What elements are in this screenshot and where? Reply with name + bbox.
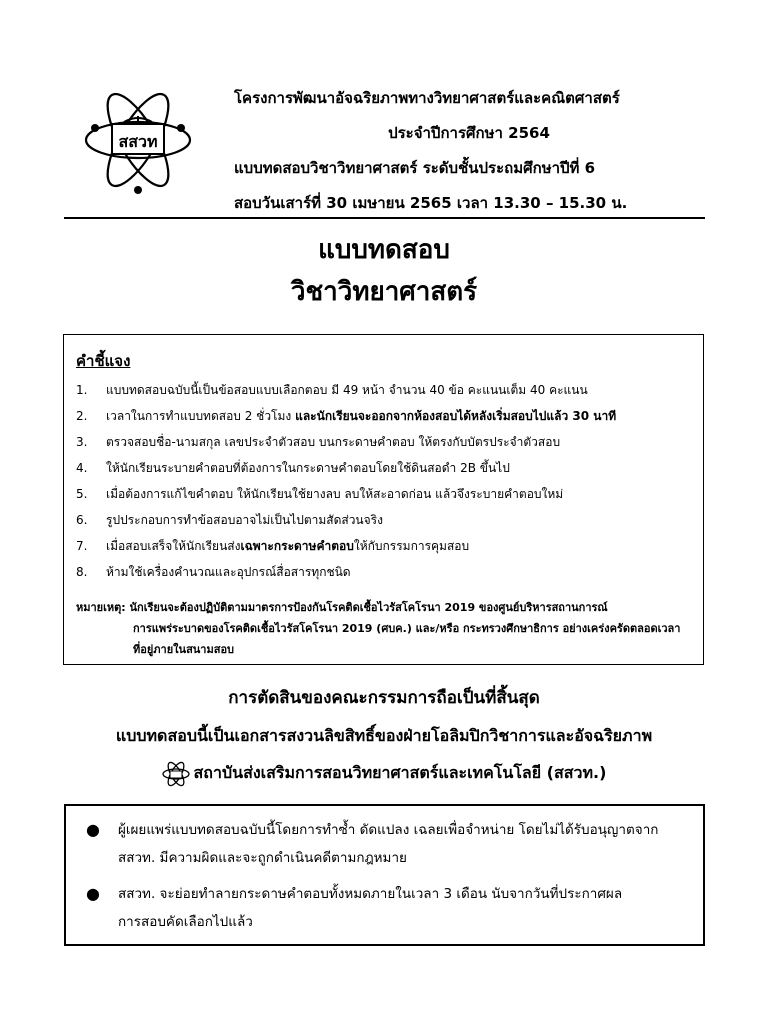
project-name: โครงการพัฒนาอัจฉริยภาพทางวิทยาศาสตร์และคณิตศาสตร์ xyxy=(234,89,620,107)
list-item: 8. ห้ามใช้เครื่องคำนวณและอุปกรณ์สื่อสารทุกชนิด xyxy=(76,565,351,579)
instructions-list xyxy=(76,377,698,585)
ipst-mini-logo-icon xyxy=(162,760,190,788)
list-item: 1. แบบทดสอบฉบับนี้เป็นข้อสอบแบบเลือกตอบ มี 49 หน้า จำนวน 40 ข้อ คะแนนเต็ม 40 คะแนน xyxy=(76,383,588,397)
list-item: 4. ให้นักเรียนระบายคำตอบที่ต้องการในกระดาษคำตอบโดยใช้ดินสอดำ 2B ขึ้นไป xyxy=(76,461,510,475)
remark-label: หมายเหตุ: xyxy=(76,601,126,614)
academic-year: ประจำปีการศึกษา 2564 xyxy=(388,124,550,142)
list-item: 7. เมื่อสอบเสร็จให้นักเรียนส่งเฉพาะกระดาษคำตอบให้กับกรรมการคุมสอบ xyxy=(76,539,470,553)
ipst-logo xyxy=(82,84,194,196)
list-item: ● สสวท. จะย่อยทำลายกระดาษคำตอบทั้งหมดภายในเวลา 3 เดือน นับจากวันที่ประกาศผล การสอบคัดเลือกไปแล้ว xyxy=(86,880,696,936)
list-item: 5. เมื่อต้องการแก้ไขคำตอบ ให้นักเรียนใช้ยางลบ ลบให้สะอาดก่อน แล้วจึงระบายคำตอบใหม่ xyxy=(76,487,564,501)
warnings-box xyxy=(64,804,705,946)
page-subtitle: วิชาวิทยาศาสตร์ xyxy=(290,277,478,307)
remark-line-3: ที่อยู่ภายในสนามสอบ xyxy=(133,643,235,656)
copyright-statement: แบบทดสอบนี้เป็นเอกสารสงวนลิขสิทธิ์ของฝ่ายโอลิมปิกวิชาการและอัจฉริยภาพ xyxy=(115,726,653,745)
list-item: 3. ตรวจสอบชื่อ-นามสกุล เลขประจำตัวสอบ บนกระดาษคำตอบ ให้ตรงกับบัตรประจำตัวสอบ xyxy=(76,435,561,449)
bullet-icon: ● xyxy=(86,820,100,839)
logo-text: สสวท xyxy=(118,132,158,151)
remark-line-2: การแพร่ระบาดของโรคติดเชื้อไวรัสโคโรนา 2019 (ศบค.) และ/หรือ กระทรวงศึกษาธิการ อย่างเคร่งครัดตลอดเวลา xyxy=(133,622,681,635)
exam-header xyxy=(234,86,704,226)
bullet-icon: ● xyxy=(86,884,100,903)
remark-line-1: นักเรียนจะต้องปฏิบัติตามมาตรการป้องกันโรคติดเชื้อไวรัสโคโรนา 2019 ของศูนย์บริหารสถานการณ์ xyxy=(129,601,608,614)
header-divider xyxy=(64,217,705,219)
instructions-box xyxy=(63,334,704,665)
remark xyxy=(76,597,701,660)
exam-subject-level: แบบทดสอบวิชาวิทยาศาสตร์ ระดับชั้นประถมศึกษาปีที่ 6 xyxy=(234,159,596,177)
instructions-heading: คำชี้แจง xyxy=(76,352,131,370)
institute-name: สถาบันส่งเสริมการสอนวิทยาศาสตร์และเทคโนโลยี (สสวท.) xyxy=(193,763,607,782)
exam-datetime: สอบวันเสาร์ที่ 30 เมษายน 2565 เวลา 13.30 – 15.30 น. xyxy=(234,194,628,212)
list-item: 6. รูปประกอบการทำข้อสอบอาจไม่เป็นไปตามสัดส่วนจริง xyxy=(76,513,383,527)
list-item: 2. เวลาในการทำแบบทดสอบ 2 ชั่วโมง และนักเรียนจะออกจากห้องสอบได้หลังเริ่มสอบไปแล้ว 30 นาที xyxy=(76,409,617,423)
list-item: ● ผู้เผยแพร่แบบทดสอบฉบับนี้โดยการทำซ้ำ ดัดแปลง เฉลยเพื่อจำหน่าย โดยไม่ได้รับอนุญาตจาก สสวท. มีความผิดและจะถูกดำเนินคดีตามกฎหมาย xyxy=(86,816,696,872)
committee-decision-statement: การตัดสินของคณะกรรมการถือเป็นที่สิ้นสุด xyxy=(228,688,540,708)
institute-line xyxy=(0,759,768,788)
page-title: แบบทดสอบ xyxy=(318,235,450,265)
